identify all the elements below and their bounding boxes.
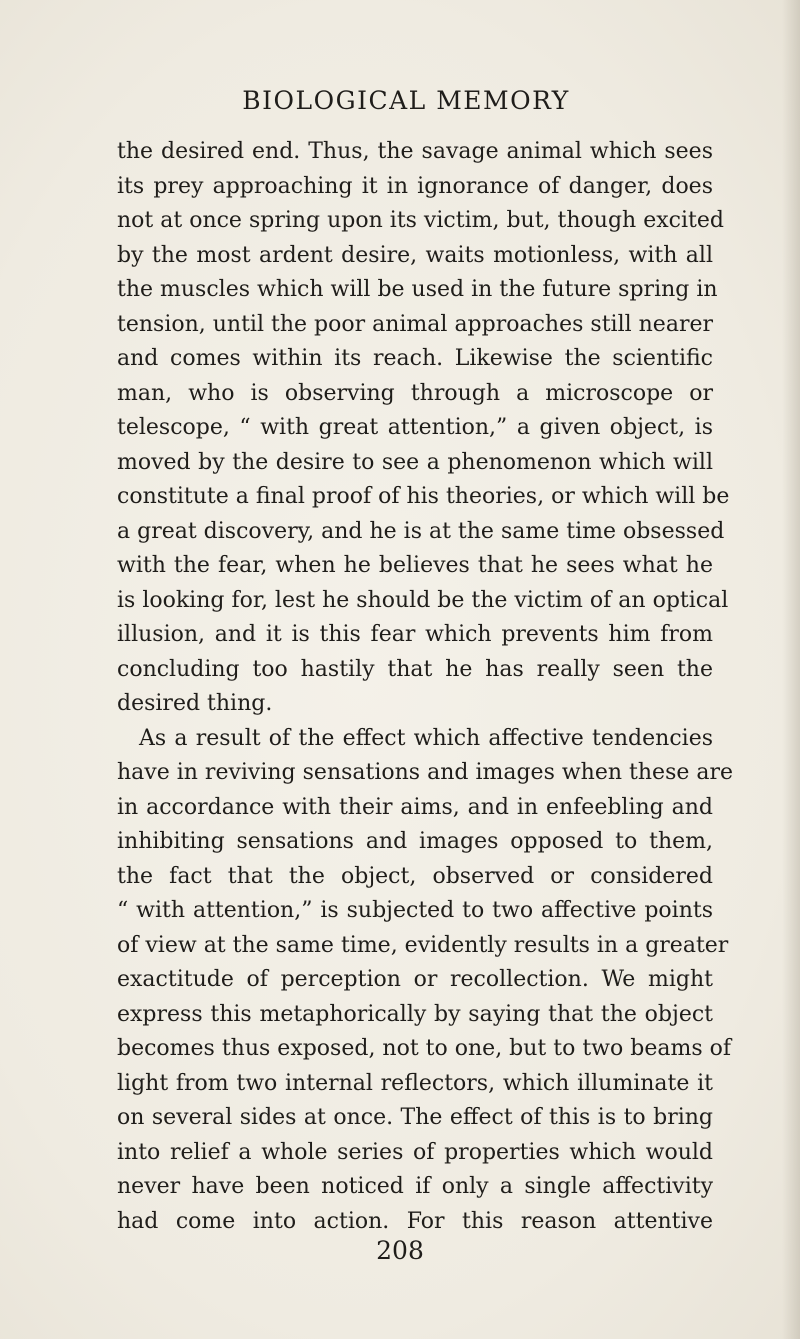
text-line: with the fear, when he believes that he sees what he: [117, 553, 713, 578]
text-line: and comes within its reach. Likewise the scientific: [117, 346, 713, 371]
text-line: telescope, “ with great attention,” a given object, is: [117, 415, 713, 440]
text-line: have in reviving sensations and images when these are: [117, 760, 734, 785]
text-line: light from two internal reflectors, which illuminate it: [117, 1070, 713, 1096]
text-line: tension, until the poor animal approaches still nearer: [117, 311, 713, 337]
text-line: the desired end. Thus, the savage animal which sees: [117, 139, 713, 164]
text-line: inhibiting sensations and images opposed to them,: [117, 829, 713, 854]
text-line: “ with attention,” is subjected to two affective points: [117, 898, 713, 923]
text-line: on several sides at once. The effect of this is to bring: [117, 1105, 713, 1130]
text-line: of view at the same time, evidently results in a greater: [117, 932, 729, 958]
text-line: constitute a final proof of his theories, or which will be: [117, 484, 730, 509]
text-line: the fact that the object, observed or considered: [117, 863, 713, 889]
text-line: a great discovery, and he is at the same time obsessed: [117, 518, 725, 544]
paragraph-start-line: As a result of the effect which affective tendencies: [139, 725, 713, 751]
text-line: express this metaphorically by saying that the object: [117, 1001, 713, 1027]
text-line: becomes thus exposed, not to one, but to two beams of: [117, 1036, 732, 1061]
text-line: is looking for, lest he should be the victim of an optical: [117, 587, 729, 613]
text-line: into relief a whole series of properties which would: [117, 1139, 713, 1165]
text-line: illusion, and it is this fear which prevents him from: [117, 622, 713, 647]
page-number: 208: [376, 1236, 424, 1265]
text-line: its prey approaching it in ignorance of danger, does: [117, 173, 713, 199]
page-edge-shadow: [782, 0, 800, 1339]
text-line: the muscles which will be used in the future spring in: [117, 277, 718, 302]
text-line: concluding too hastily that he has really seen the: [117, 656, 713, 682]
text-line: in accordance with their aims, and in enfeebling and: [117, 794, 713, 820]
text-line: had come into action. For this reason attentive: [117, 1208, 713, 1234]
text-line: man, who is observing through a microscope or: [117, 380, 713, 406]
text-line: not at once spring upon its victim, but, though excited: [117, 208, 724, 233]
text-line: by the most ardent desire, waits motionless, with all: [117, 242, 713, 268]
text-line: desired thing.: [117, 691, 273, 716]
text-line: exactitude of perception or recollection. We might: [117, 967, 713, 992]
text-line: moved by the desire to see a phenomenon which will: [117, 449, 713, 475]
text-line: never have been noticed if only a single affectivity: [117, 1174, 713, 1199]
body-text: [117, 135, 734, 1239]
running-head: BIOLOGICAL MEMORY: [242, 86, 570, 115]
